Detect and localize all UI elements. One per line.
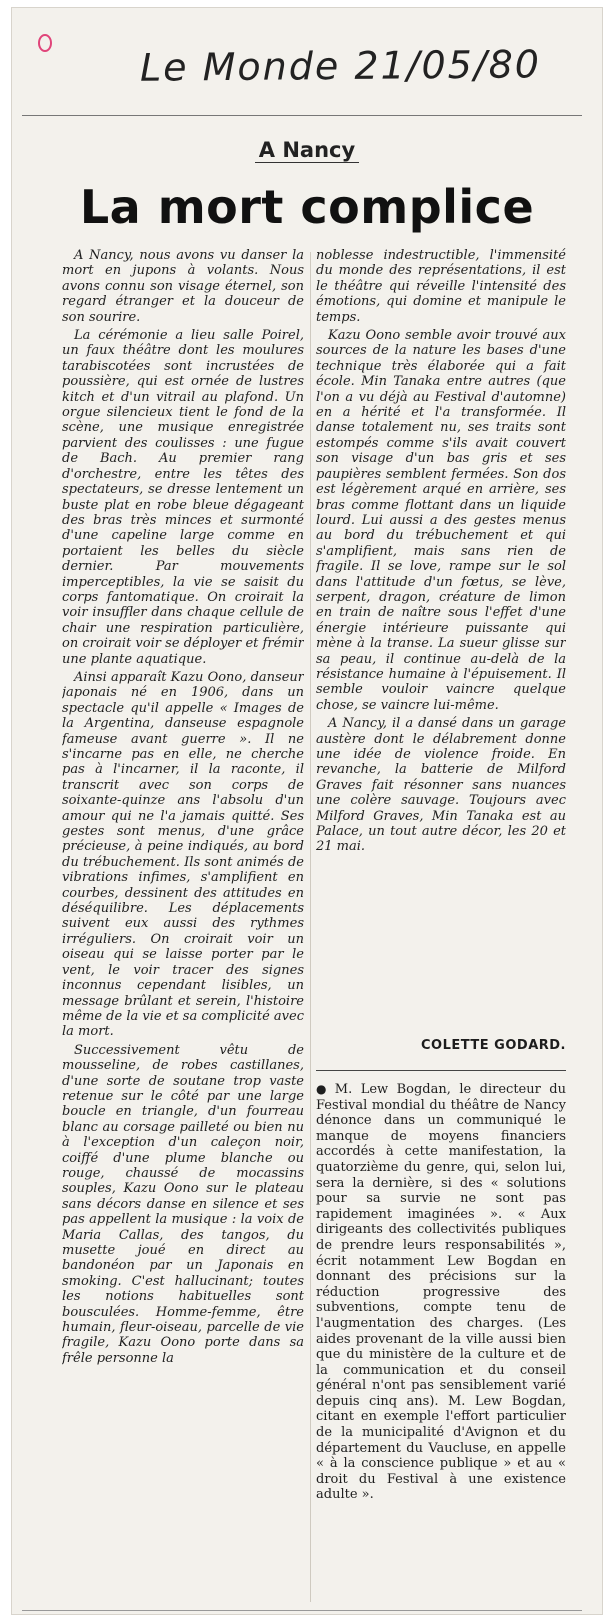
- author-signature: COLETTE GODARD.: [420, 1038, 566, 1053]
- left-paragraph-4: Successivement vêtu de mousseline, de robes castillanes, d'une sorte de soutane trop vaste retenue sur le côté par une large boucle en triangle, d'un fourreau blanc au corsage pailleté ou bien nu à l'exception d'un caleçon noir, coiffé d'une plume blanche ou rouge, chaussé de mocassins souples, Kazu Oono sur le plateau sans décors danse en silence et ses pas appellent la musique : la voix de Maria Callas, des tangos, du musette joué en direct au bandonéon par un Japonais en smoking. C'est hallucinant; toutes les notions habituelles sont bousculées. Homme-femme, être humain, fleur-oiseau, parcelle de vie fragile, Kazu Oono porte dans sa frêle personne la: [62, 1042, 304, 1366]
- article-title: La mort complice: [79, 180, 535, 234]
- left-paragraph-3: Ainsi apparaît Kazu Oono, danseur japonais né en 1906, dans un spectacle qu'il appelle « Images de la Argentina, danseuse espagnole fameuse avant guerre ». Il ne s'incarne pas en elle, ne cherche pas à l'incarner, il la raconte, il transcrit avec son corps de soixante-quinze ans l'absolu d'un amour qui ne l'a jamais quitté. Ses gestes sont menus, d'une grâce précieuse, à peine indiqués, au bord du trébuchement. Ils sont animés de vibrations infimes, s'amplifient en courbes, dessinent des attitudes en déséquilibre. Les déplacements suivent eux aussi des rythmes irréguliers. On croirait voir un oiseau qui se laisse porter par le vent, le voir tracer des signes inconnus cependant lisibles, un message brûlant et serein, l'histoire même de la vie et sa complicité avec la mort.: [62, 669, 304, 1040]
- festival-note: [316, 1082, 566, 1602]
- newspaper-clipping: [12, 8, 602, 1614]
- handwritten-source-note: Le Monde 21/05/80: [139, 42, 542, 90]
- article-right-column: [316, 248, 566, 1038]
- article-left-column: [62, 248, 304, 1598]
- right-paragraph-2: Kazu Oono semble avoir trouvé aux sources de la nature les bases d'une technique très élaborée qui a fait école. Min Tanaka entre autres (que l'on a vu déjà au Festival d'automne) en a hérité et l'a transformée. Il danse totalement nu, ses traits sont estompés comme s'ils avait couvert son visage d'un bas gris et ses paupières semblent fermées. Son dos est légèrement arqué en arrière, ses bras comme flottant dans un liquide lourd. Lui aussi a des gestes menus au bord du trébuchement et qui s'amplifient, mais sans rien de fragile. Il se love, rampe sur le sol dans l'attitude d'un fœtus, se lève, serpent, dragon, créature de limon en train de naître sous l'effet d'une énergie intérieure puissante qui mène à la transe. La sueur glisse sur sa peau, il continue au-delà de la résistance humaine à l'épuisement. Il semble vouloir vaincre quelque chose, se vaincre lui-même.: [316, 328, 566, 713]
- pink-circle-mark: [38, 34, 52, 52]
- bottom-rule: [22, 1610, 582, 1611]
- article-kicker: [12, 138, 602, 162]
- left-paragraph-2: La cérémonie a lieu salle Poirel, un faux théâtre dont les moulures tarabiscotées sont incrustées de poussière, qui est ornée de lustres kitch et d'un vitrail au plafond. Un orgue silencieux tient le fond de la scène, une musique enregistrée parvient des coulisses : une fugue de Bach. Au premier rang d'orchestre, entre les têtes des spectateurs, se dresse lentement un buste plat en robe bleue dégageant des bras très minces et surmonté d'une capeline large comme en portaient les belles du siècle dernier. Par mouvements imperceptibles, la vie se saisit du corps fantomatique. On croirait la voir insuffler dans chaque cellule de chair une respiration particulière, on croirait voir se déployer et frémir une plante aquatique.: [62, 328, 304, 667]
- note-paragraph: [316, 1082, 566, 1503]
- left-paragraph-1: A Nancy, nous avons vu danser la mort en jupons à volants. Nous avons connu son visage éternel, son regard étranger et la douceur de son sourire.: [62, 248, 304, 325]
- kicker-text: A Nancy: [255, 138, 359, 163]
- right-paragraph-3: A Nancy, il a dansé dans un garage austère dont le délabrement donne une idée de violence froide. En revanche, la batterie de Milford Graves fait résonner sans nuances une colère sauvage. Toujours avec Milford Graves, Min Tanaka est au Palace, un tout autre décor, les 20 et 21 mai.: [316, 716, 566, 855]
- right-paragraph-1: noblesse indestructible, l'immensité du monde des représentations, il est le théâtre qui réveille l'intensité des émotions, qui domine et manipule le temps.: [316, 248, 566, 325]
- top-rule: [22, 115, 582, 116]
- note-text: M. Lew Bogdan, le directeur du Festival mondial du théâtre de Nancy dénonce dans un communiqué le manque de moyens financiers accordés à cette manifestation, la quatorzième du genre, qui, selon lui, sera la dernière, si des « solutions pour sa survie ne sont pas rapidement imaginées ». « Aux dirigeants des collectivités publiques de prendre leurs responsabilités », écrit notamment Lew Bogdan en donnant des précisions sur la réduction progressive des subventions, compte tenu de l'augmentation des charges. (Les aides provenant de la ville aussi bien que du ministère de la culture et de la communication et du conseil général n'ont pas sensiblement varié depuis cinq ans). M. Lew Bogdan, citant en exemple l'effort particulier de la municipalité d'Avignon et du département du Vaucluse, en appelle « à la conscience publique » et au « droit du Festival à une existence adulte ».: [316, 1082, 566, 1503]
- bullet-icon: ●: [316, 1082, 331, 1096]
- column-divider: [310, 252, 311, 1602]
- note-separator: [316, 1070, 566, 1071]
